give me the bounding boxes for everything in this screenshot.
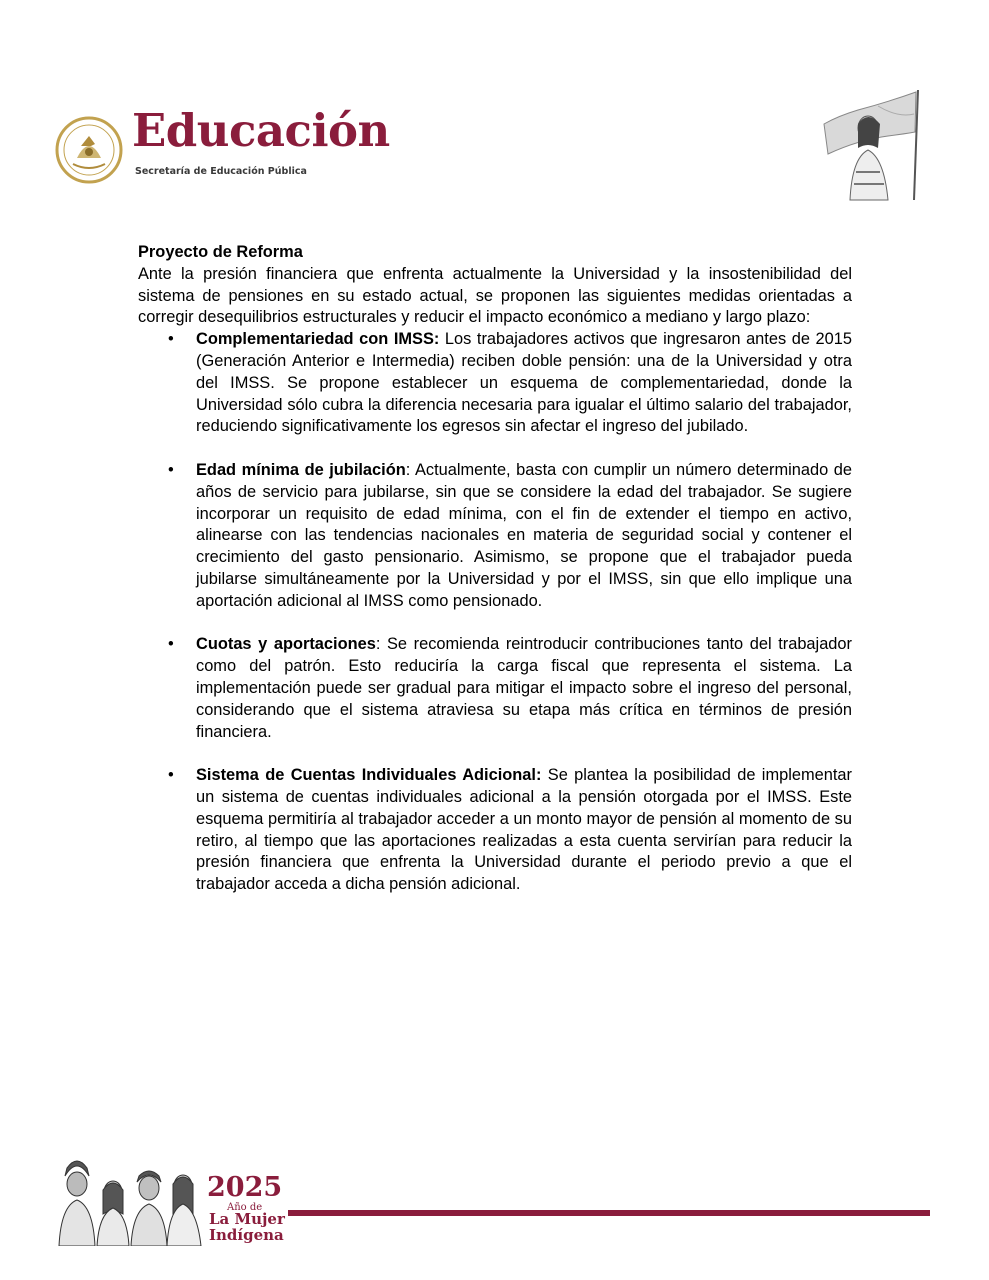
measure-title: Complementariedad con IMSS: — [196, 330, 440, 349]
footer-line-2: Indígena — [209, 1226, 284, 1244]
footer — [55, 1154, 935, 1250]
intro-paragraph: Ante la presión financiera que enfrenta actualmente la Universidad y la insostenibilidad del sistema de pensiones en su estado actual, se proponen las siguientes medidas orientadas a corregir desequilibrios estructurales y reducir el impacto económico a mediano y largo plazo: — [138, 264, 852, 327]
brand-title: Educación — [132, 104, 390, 157]
brand-subtitle: Secretaría de Educación Pública — [135, 166, 307, 177]
list-item — [138, 765, 852, 896]
footer-year: 2025 — [207, 1172, 283, 1203]
coat-of-arms-seal-icon — [55, 116, 123, 184]
indigenous-women-illustration-icon — [55, 1154, 203, 1246]
measure-text: : Se recomienda reintroducir contribuciones tanto del trabajador como del patrón. Esto reduciría la carga fiscal que representa el sistema. La implementación puede ser gradual para mitigar el impacto sobre el ingreso del personal, considerando que el sistema atraviesa su etapa más crítica en términos de presión financiera. — [196, 635, 852, 741]
footer-line-1: La Mujer — [209, 1210, 285, 1228]
woman-with-flag-illustration-icon — [818, 88, 930, 202]
measures-list — [138, 329, 852, 896]
bullet-icon: • — [168, 330, 174, 349]
footer-divider — [288, 1210, 930, 1216]
measure-text: Se plantea la posibilidad de implementar un sistema de cuentas individuales adicional a la pensión otorgada por el IMSS. Este esquema permitiría al trabajador acceder a un monto mayor de pensión al momento de su retiro, al tiempo que las aportaciones realizadas a esta cuenta servirían para reducir la presión financiera que enfrenta la Universidad durante el periodo previo a que el trabajador acceda a dicha pensión adicional. — [196, 766, 852, 894]
measure-text: Los trabajadores activos que ingresaron antes de 2015 (Generación Anterior e Intermedia) reciben doble pensión: una de la Universidad y otra del IMSS. Se propone establecer un esquema de complementariedad, donde la Universidad sólo cubra la diferencia necesaria para igualar el último salario del trabajador, reduciendo significativamente los egresos sin afectar el ingreso del jubilado. — [196, 330, 852, 436]
measure-title: Sistema de Cuentas Individuales Adicional: — [196, 766, 542, 785]
footer-year-of: Año de — [227, 1202, 263, 1213]
list-item — [138, 329, 852, 438]
measure-title: Cuotas y aportaciones — [196, 635, 376, 654]
bullet-icon: • — [168, 460, 174, 479]
document-body — [138, 242, 852, 918]
bullet-icon: • — [168, 766, 174, 785]
sep-logo — [55, 104, 390, 188]
section-title: Proyecto de Reforma — [138, 243, 303, 261]
bullet-icon: • — [168, 635, 174, 654]
list-item — [138, 634, 852, 743]
list-item — [138, 460, 852, 613]
measure-text: : Actualmente, basta con cumplir un número determinado de años de servicio para jubilarse, sin que se considere la edad del trabajador. Se sugiere incorporar un requisito de edad mínima, con el fin de extender el tiempo en activo, alinearse con las tendencias nacionales en materia de seguridad social y contener el crecimiento del gasto pensionario. Asimismo, se propone que el trabajador pueda jubilarse simultáneamente por la Universidad y por el IMSS, sin que ello implique una aportación adicional al IMSS como pensionado. — [196, 460, 852, 610]
measure-title: Edad mínima de jubilación — [196, 460, 406, 479]
